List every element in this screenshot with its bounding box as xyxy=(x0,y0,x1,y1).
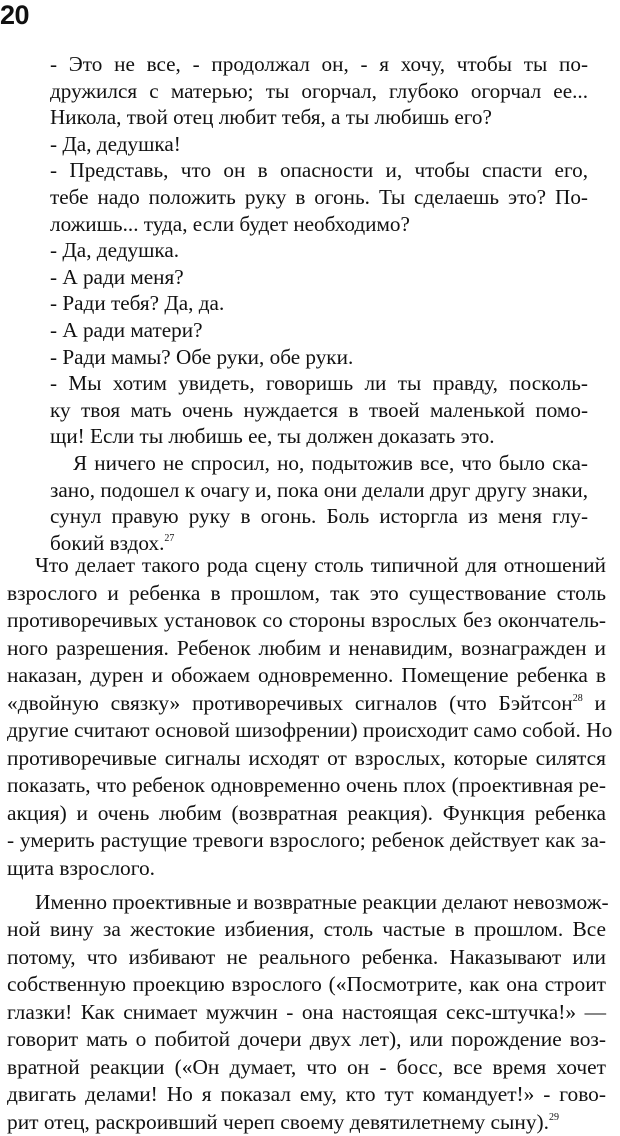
text-fragment: бокий вздох. xyxy=(50,530,165,555)
text-line: наказан, дурен и обожаем одновременно. Помещение ребенка в xyxy=(7,663,606,688)
page-number: 20 xyxy=(0,0,30,30)
footnote-ref: 27 xyxy=(164,532,175,544)
body-text xyxy=(7,552,613,1136)
text-line: щита взрослого. xyxy=(7,856,155,881)
text-line: - Ради мамы? Обе руки, обе руки. xyxy=(50,344,354,369)
text-line: - Да, дедушка! xyxy=(50,131,181,156)
text-line: собственную проекцию взрослого («Посмотрите, как она строит xyxy=(7,972,606,997)
text-line: - А ради матери? xyxy=(50,317,203,342)
text-line: ной вину за жестокие избиения, столь частые в прошлом. Все xyxy=(7,917,606,942)
text-line: - умерить растущие тревоги взрослого; ребенок действует как за- xyxy=(7,828,606,853)
text-line: тебе надо положить руку в огонь. Ты сделаешь это? По- xyxy=(50,184,588,209)
text-line: Никола, твой отец любит тебя, а ты любишь его? xyxy=(50,105,492,130)
text-line: глазки! Как снимает мужчин - она настоящая секс-штучка!» — xyxy=(7,999,606,1024)
text-line: двигать делами! Но я показал ему, кто тут командует!» - гово- xyxy=(7,1082,606,1107)
text-line: противоречивые сигналы исходят от взрослых, которые силятся xyxy=(7,745,606,770)
text-line xyxy=(7,1109,606,1136)
text-line: показать, что ребенок одновременно очень плох (проективная ре- xyxy=(7,773,606,798)
text-line: - А ради меня? xyxy=(50,264,184,289)
text-line: ку твоя мать очень нуждается в твоей маленькой помо- xyxy=(50,397,588,422)
footnote-ref: 29 xyxy=(549,1111,560,1123)
text-line: дружился с матерью; ты огорчал, глубоко огорчал ее... xyxy=(50,78,588,103)
text-line: вратной реакции («Он думает, что он - босс, все время хочет xyxy=(7,1054,606,1079)
footnote-ref: 28 xyxy=(572,692,583,704)
text-line: Именно проективные и возвратные реакции делают невозмож- xyxy=(35,889,609,914)
text-line: Я ничего не спросил, но, подытожив все, что было ска- xyxy=(73,450,588,475)
text-line: ложишь... туда, если будет необходимо? xyxy=(50,211,410,236)
text-line: взрослого и ребенка в прошлом, так это существование столь xyxy=(7,580,606,605)
text-line: потому, что избивают не реального ребенка. Наказывают или xyxy=(7,944,606,969)
text-line: - Это не все, - продолжал он, - я хочу, чтобы ты по- xyxy=(50,52,588,76)
text-line: говорит мать о побитой дочери двух лет), или порождение воз- xyxy=(7,1027,606,1052)
text-line: сунул правую руку в огонь. Боль исторгла из меня глу- xyxy=(50,504,588,529)
text-line: ного разрешения. Ребенок любим и ненавидим, вознагражден и xyxy=(7,635,606,660)
text-line: - Да, дедушка. xyxy=(50,238,180,263)
quoted-dialogue xyxy=(50,51,588,556)
text-line: другие считают основой шизофрении) происходит само собой. Но xyxy=(7,718,613,743)
text-line: - Представь, что он в опасности и, чтобы спасти его, xyxy=(50,158,588,183)
text-line: - Ради тебя? Да, да. xyxy=(50,291,225,316)
text-fragment: рит отец, раскроивший череп своему девятилетнему сыну). xyxy=(7,1109,550,1134)
text-fragment: и xyxy=(582,690,606,715)
text-line xyxy=(7,690,606,718)
text-line: противоречивых установок со стороны взрослых без окончатель- xyxy=(7,608,606,633)
text-line: акция) и очень любим (возвратная реакция). Функция ребенка xyxy=(7,800,606,825)
text-line: щи! Если ты любишь ее, ты должен доказать это. xyxy=(50,424,495,449)
text-line: зано, подошел к очагу и, пока они делали друг другу знаки, xyxy=(50,477,588,502)
text-line: - Мы хотим увидеть, говоришь ли ты правду, посколь- xyxy=(50,371,588,396)
text-fragment: «двойную связку» противоречивых сигналов (что Бэйтсон xyxy=(7,690,573,715)
text-line: Что делает такого рода сцену столь типичной для отношений xyxy=(35,553,606,577)
